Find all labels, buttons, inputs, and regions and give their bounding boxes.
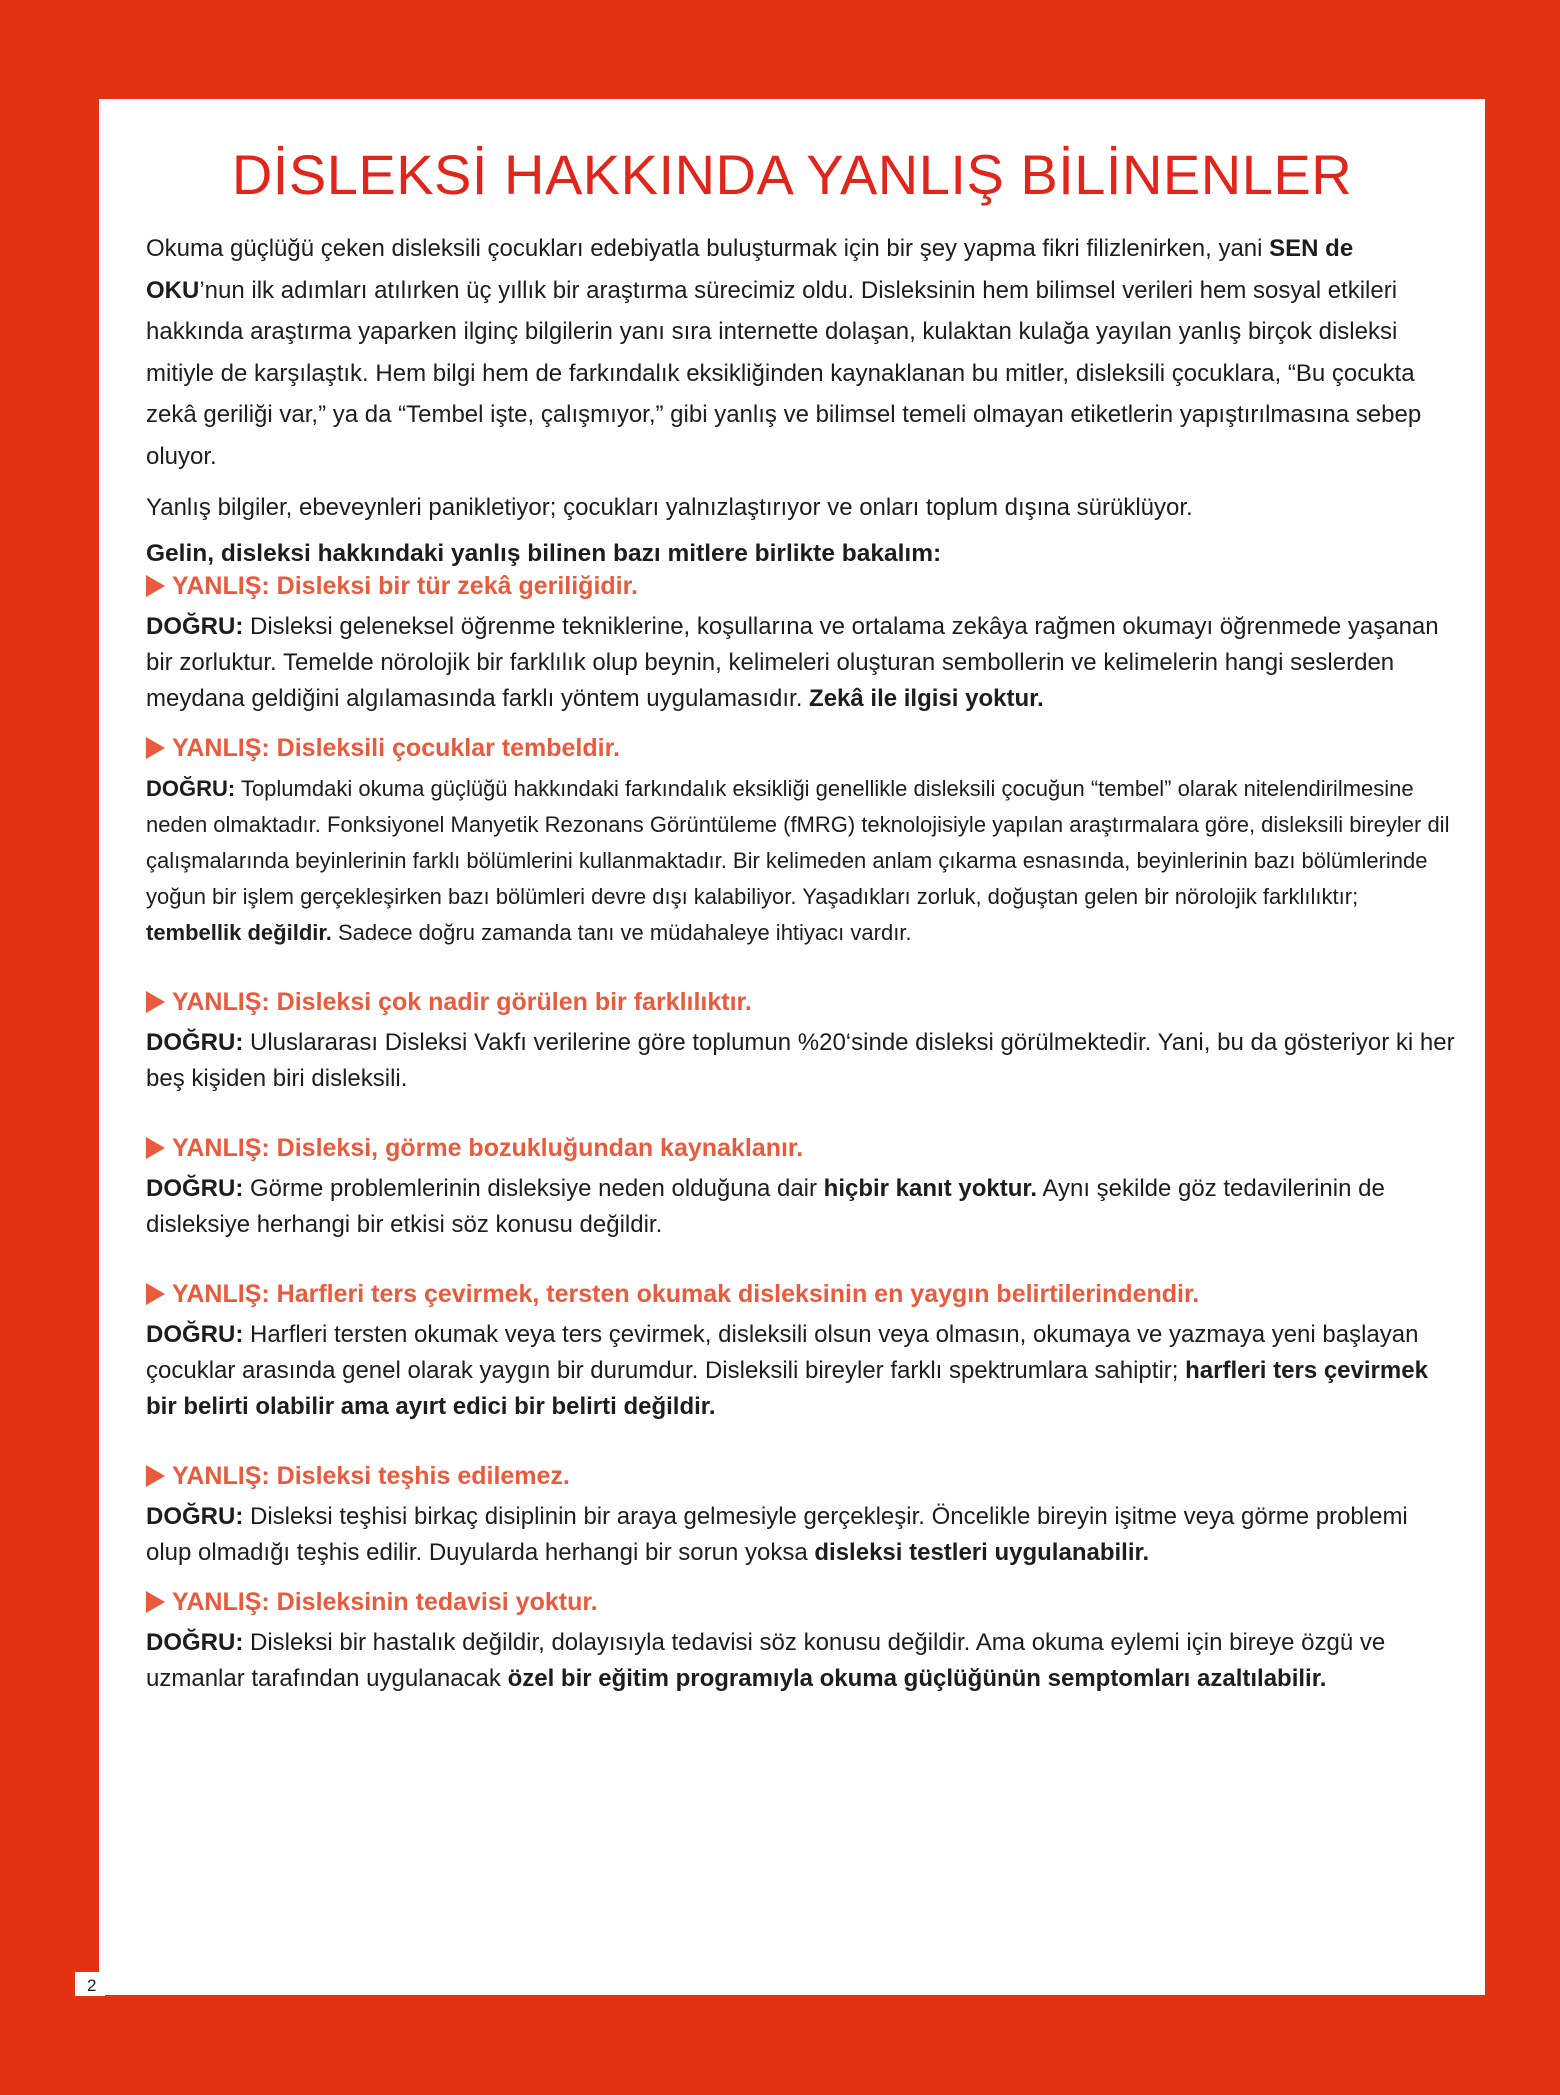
- myth-label: YANLIŞ:: [172, 1587, 270, 1616]
- myth-text: Disleksinin tedavisi yoktur.: [276, 1587, 598, 1616]
- myth-4: [146, 1277, 1456, 1425]
- myth-label: YANLIŞ:: [172, 1133, 270, 1162]
- truth-text: Disleksi teşhisi birkaç disiplinin bir araya gelmesiyle gerçekleşir. Öncelikle bireyin işitme veya görme problemi olup olmadığı teşhis edilir. Duyularda herhangi bir sorun yoksa: [146, 1502, 1408, 1566]
- myth-1: [146, 731, 1456, 951]
- truth-paragraph: [146, 609, 1456, 717]
- truth-paragraph: [146, 1499, 1456, 1571]
- triangle-right-icon: [146, 1465, 165, 1487]
- intro-paragraph-1: [146, 228, 1456, 477]
- truth-text: Disleksi bir hastalık değildir, dolayısıyla tedavisi söz konusu değildir. Ama okuma eylemi için bireye özgü ve uzmanlar tarafından uygulanacak: [146, 1628, 1386, 1692]
- triangle-right-icon: [146, 1591, 165, 1613]
- truth-paragraph: [146, 1317, 1456, 1425]
- truth-text: Disleksi geleneksel öğrenme tekniklerine, koşullarına ve ortalama zekâya rağmen okumayı öğrenmede yaşanan bir zorluktur. Temelde nörolojik bir farklılık olup beynin, kelimeleri oluşturan sembollerin ve kelimelerin hangi seslerden meydana geldiğini algılamasında farklı yöntem uygulamasıdır.: [146, 612, 1439, 712]
- page-number: 2: [87, 1976, 97, 1995]
- triangle-right-icon: [146, 575, 165, 597]
- truth-text-after: Aynı şekilde göz tedavilerinin de disleksiye herhangi bir etkisi söz konusu değildir.: [146, 1174, 1385, 1238]
- truth-paragraph: [146, 771, 1456, 951]
- truth-emphasis: hiçbir kanıt yoktur.: [823, 1174, 1038, 1202]
- truth-emphasis: harfleri ters çevirmek bir belirti olabilir ama ayırt edici bir belirti değildir.: [146, 1356, 1428, 1420]
- myth-heading: [146, 1459, 1456, 1493]
- myth-text: Disleksi teşhis edilemez.: [276, 1461, 570, 1490]
- myth-6: [146, 1585, 1456, 1697]
- truth-paragraph: [146, 1025, 1456, 1097]
- myth-heading: [146, 731, 1456, 765]
- triangle-right-icon: [146, 737, 165, 759]
- truth-text: Harfleri tersten okumak veya ters çevirmek, disleksili olsun veya olmasın, okumaya ve yazmaya yeni başlayan çocuklar arasında genel olarak yaygın bir durumdur. Disleksili bireyler farklı spektrumlara sahiptir;: [146, 1320, 1419, 1384]
- truth-label: DOĞRU:: [146, 775, 236, 801]
- myth-2: [146, 985, 1456, 1097]
- truth-label: DOĞRU:: [146, 1028, 244, 1056]
- triangle-right-icon: [146, 1283, 165, 1305]
- page-title: DİSLEKSİ HAKKINDA YANLIŞ BİLİNENLER: [231, 143, 1353, 206]
- triangle-right-icon: [146, 1137, 165, 1159]
- truth-paragraph: [146, 1171, 1456, 1243]
- truth-label: DOĞRU:: [146, 1174, 244, 1202]
- myth-5: [146, 1459, 1456, 1571]
- truth-text-after: Sadece doğru zamanda tanı ve müdahaleye ihtiyacı vardır.: [331, 919, 912, 945]
- myth-label: YANLIŞ:: [172, 1279, 270, 1308]
- myth-0: [146, 569, 1456, 717]
- myth-heading: [146, 1277, 1456, 1311]
- myth-heading: [146, 1585, 1456, 1619]
- myth-label: YANLIŞ:: [172, 733, 270, 762]
- triangle-right-icon: [146, 991, 165, 1013]
- truth-label: DOĞRU:: [146, 1320, 244, 1348]
- truth-emphasis: tembellik değildir.: [146, 919, 332, 945]
- lead-heading: Gelin, disleksi hakkındaki yanlış bilinen bazı mitlere birlikte bakalım:: [146, 539, 942, 567]
- myth-label: YANLIŞ:: [172, 987, 270, 1016]
- myth-text: Disleksili çocuklar tembeldir.: [276, 733, 620, 762]
- myth-label: YANLIŞ:: [172, 1461, 270, 1490]
- article-body: [146, 228, 1456, 1697]
- truth-label: DOĞRU:: [146, 1502, 244, 1530]
- truth-label: DOĞRU:: [146, 612, 244, 640]
- intro-section: [146, 228, 1456, 529]
- truth-emphasis: Zekâ ile ilgisi yoktur.: [809, 684, 1044, 712]
- truth-label: DOĞRU:: [146, 1628, 244, 1656]
- truth-text: Uluslararası Disleksi Vakfı verilerine göre toplumun %20‘sinde disleksi görülmektedir. Yani, bu da gösteriyor ki her beş kişiden biri disleksili.: [146, 1028, 1455, 1092]
- myth-text: Disleksi bir tür zekâ geriliğidir.: [276, 571, 638, 600]
- truth-text: Görme problemlerinin disleksiye neden olduğuna dair: [250, 1174, 824, 1202]
- truth-emphasis: özel bir eğitim programıyla okuma güçlüğünün semptomları azaltılabilir.: [507, 1664, 1327, 1692]
- myth-3: [146, 1131, 1456, 1243]
- intro-text: Okuma güçlüğü çeken disleksili çocukları edebiyatla buluşturmak için bir şey yapma fikri filizlenirken, yani: [146, 235, 1270, 262]
- myth-label: YANLIŞ:: [172, 571, 270, 600]
- myth-text: Disleksi, görme bozukluğundan kaynaklanır.: [276, 1133, 804, 1162]
- intro-text-cont: ’nun ilk adımları atılırken üç yıllık bir araştırma sürecimiz oldu. Disleksinin hem bilimsel verileri hem sosyal etkileri hakkında araştırma yaparken ilginç bilgilerin yanı sıra internette dolaşan, kulaktan kulağa yayılan yanlış birçok disleksi mitiyle de karşılaştık. Hem bilgi hem de farkındalık eksikliğinden kaynaklanan bu mitler, disleksili çocuklara, “Bu çocukta zekâ geriliği var,” ya da “Tembel işte, çalışmıyor,” gibi yanlış ve bilimsel temeli olmayan etiketlerin yapıştırılmasına sebep oluyor.: [146, 276, 1422, 470]
- intro-paragraph-2: Yanlış bilgiler, ebeveynleri panikletiyor; çocukları yalnızlaştırıyor ve onları toplum dışına sürüklüyor.: [146, 494, 1193, 521]
- myth-heading: [146, 985, 1456, 1019]
- truth-paragraph: [146, 1625, 1456, 1697]
- brand-name: SEN de OKU: [146, 235, 1354, 304]
- truth-emphasis: disleksi testleri uygulanabilir.: [814, 1538, 1150, 1566]
- myth-heading: [146, 569, 1456, 603]
- myth-text: Disleksi çok nadir görülen bir farklılıktır.: [276, 987, 752, 1016]
- myth-heading: [146, 1131, 1456, 1165]
- myth-text: Harfleri ters çevirmek, tersten okumak disleksinin en yaygın belirtilerindendir.: [276, 1279, 1200, 1308]
- truth-text: Toplumdaki okuma güçlüğü hakkındaki farkındalık eksikliği genellikle disleksili çocuğun “tembel” olarak nitelendirilmesine neden olmaktadır. Fonksiyonel Manyetik Rezonans Görüntüleme (fMRG) teknolojisiyle yapılan araştırmalara göre, disleksili bireyler dil çalışmalarında beyinlerinin farklı bölümlerini kullanmaktadır. Bir kelimeden anlam çıkarma esnasında, beyinlerinin bazı bölümlerinde yoğun bir işlem gerçekleşirken bazı bölümleri devre dışı kalabiliyor. Yaşadıkları zorluk, doğuştan gelen bir nörolojik farklılıktır;: [146, 775, 1450, 909]
